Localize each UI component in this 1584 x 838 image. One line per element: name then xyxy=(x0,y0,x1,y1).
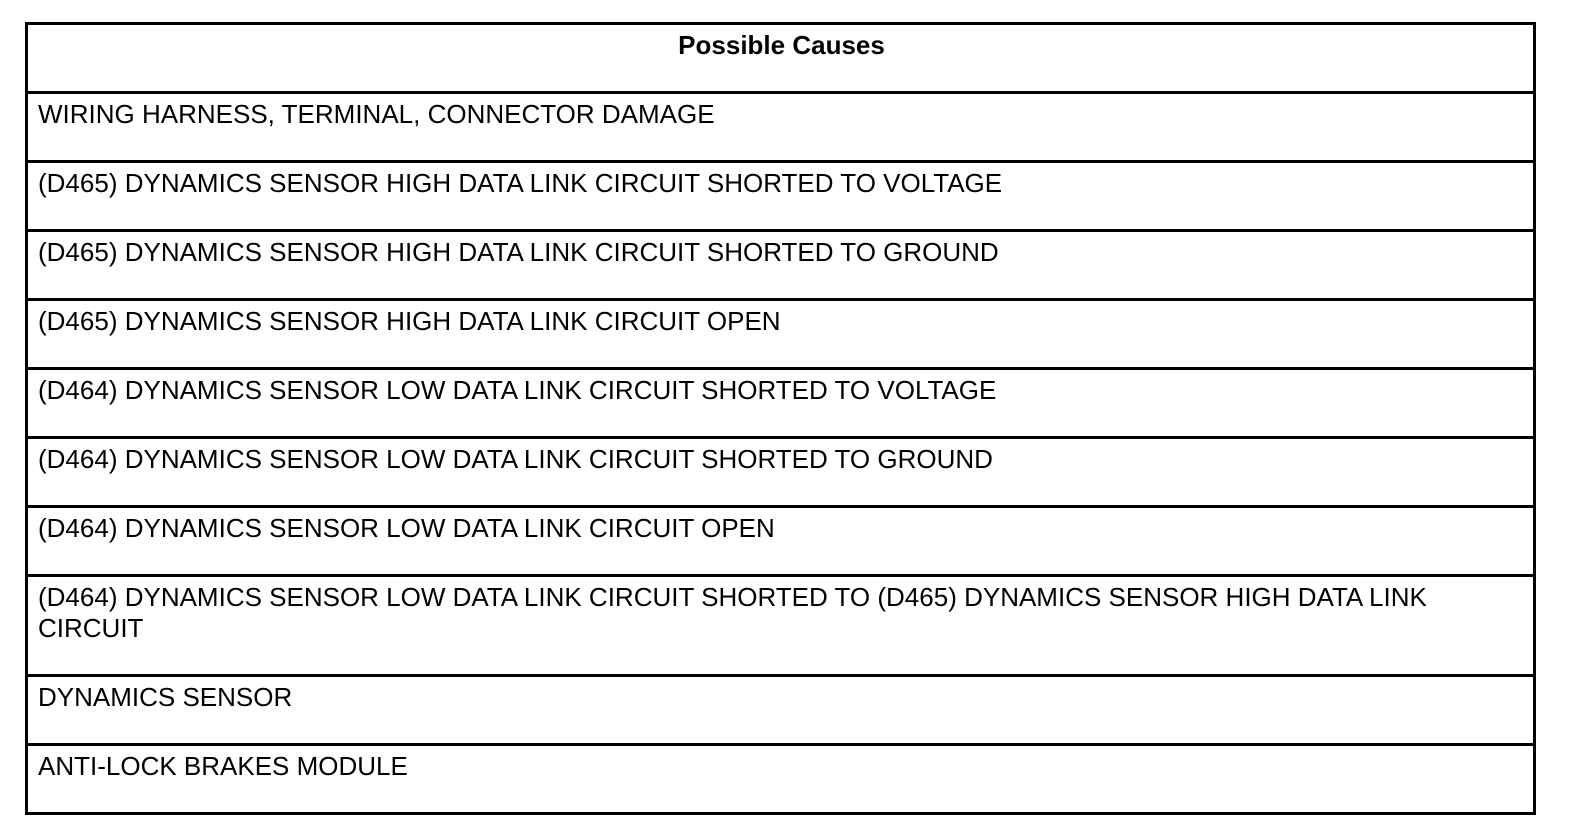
table-row xyxy=(27,93,1535,162)
table-row xyxy=(27,745,1535,814)
table-row xyxy=(27,369,1535,438)
cause-cell: (D465) DYNAMICS SENSOR HIGH DATA LINK CIRCUIT SHORTED TO GROUND xyxy=(27,231,1535,300)
table-row xyxy=(27,507,1535,576)
cause-cell: WIRING HARNESS, TERMINAL, CONNECTOR DAMAGE xyxy=(27,93,1535,162)
possible-causes-table xyxy=(25,22,1536,815)
cause-cell: (D464) DYNAMICS SENSOR LOW DATA LINK CIRCUIT SHORTED TO GROUND xyxy=(27,438,1535,507)
possible-causes-table-container xyxy=(25,22,1536,815)
table-row xyxy=(27,300,1535,369)
cause-cell: (D465) DYNAMICS SENSOR HIGH DATA LINK CIRCUIT SHORTED TO VOLTAGE xyxy=(27,162,1535,231)
cause-cell: ANTI-LOCK BRAKES MODULE xyxy=(27,745,1535,814)
cause-cell: (D464) DYNAMICS SENSOR LOW DATA LINK CIRCUIT SHORTED TO (D465) DYNAMICS SENSOR HIGH DATA LINK CIRCUIT xyxy=(27,576,1535,676)
table-row xyxy=(27,676,1535,745)
cause-cell: (D464) DYNAMICS SENSOR LOW DATA LINK CIRCUIT SHORTED TO VOLTAGE xyxy=(27,369,1535,438)
cause-cell: DYNAMICS SENSOR xyxy=(27,676,1535,745)
cause-cell: (D465) DYNAMICS SENSOR HIGH DATA LINK CIRCUIT OPEN xyxy=(27,300,1535,369)
table-header-row xyxy=(27,24,1535,93)
cause-cell: (D464) DYNAMICS SENSOR LOW DATA LINK CIRCUIT OPEN xyxy=(27,507,1535,576)
table-header-possible-causes: Possible Causes xyxy=(27,24,1535,93)
table-row xyxy=(27,576,1535,676)
table-row xyxy=(27,438,1535,507)
table-row xyxy=(27,162,1535,231)
table-row xyxy=(27,231,1535,300)
